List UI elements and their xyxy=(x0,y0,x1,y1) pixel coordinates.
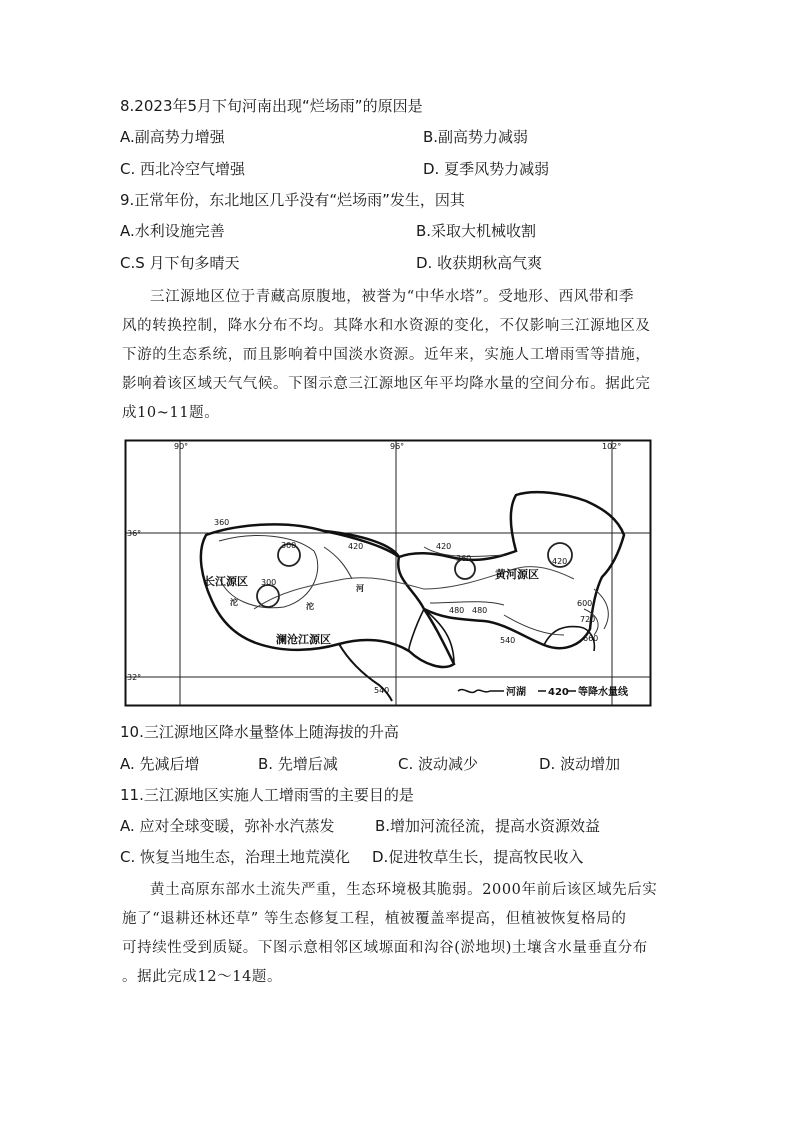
label-360: 360 xyxy=(214,518,230,527)
q11-option-a: A. 应对全球变暖，弥补水汽蒸发 xyxy=(120,817,335,835)
q8-option-a: A.副高势力增强 xyxy=(120,128,225,146)
q10-option-a: A. 先减后增 xyxy=(120,755,200,773)
label-360-b: 360 xyxy=(456,554,472,563)
label-yellow-source: 黄河源区 xyxy=(495,568,539,581)
q9-option-d: D. 收获期秋高气爽 xyxy=(416,254,543,272)
q9-option-c: C.S 月下旬多晴天 xyxy=(120,254,240,272)
q11-option-b: B.增加河流径流，提高水资源效益 xyxy=(375,817,601,835)
q10-stem: 10.三江源地区降水量整体上随海拔的升高 xyxy=(120,723,399,741)
passage1-line: 影响着该区域天气气候。下图示意三江源地区年平均降水量的空间分布。据此完 xyxy=(122,376,651,392)
passage1-line: 下游的生态系统，而且影响着中国淡水资源。近年来，实施人工增雨雪等措施， xyxy=(122,347,651,363)
precipitation-map xyxy=(124,439,652,707)
q9-stem: 9.正常年份，东北地区几乎没有“烂场雨”发生，因其 xyxy=(120,191,465,209)
map-frame xyxy=(126,441,651,706)
label-lat-36: 36° xyxy=(127,529,142,538)
passage2-line: 可持续性受到质疑。下图示意相邻区域塬面和沟谷(淤地坝)土壤含水量垂直分布 xyxy=(122,940,648,956)
label-720: 720 xyxy=(580,615,596,624)
label-river-tuo: 沱 xyxy=(230,598,238,607)
legend-isoline-label: 等降水量线 xyxy=(578,687,628,698)
label-yangtze-source: 长江源区 xyxy=(204,575,248,588)
passage1-line: 三江源地区位于青藏高原腹地，被誉为“中华水塔”。受地形、西风带和季 xyxy=(150,289,635,305)
label-lat-32: 32° xyxy=(127,673,142,682)
passage-sanjiangyuan xyxy=(122,283,670,428)
label-300-a: 300 xyxy=(281,541,297,550)
passage-loess-plateau xyxy=(122,876,670,992)
q11-option-c: C. 恢复当地生态，治理土地荒漠化 xyxy=(120,848,351,866)
q11-option-d: D.促进牧草生长，提高牧民收入 xyxy=(372,848,584,866)
q8-option-c: C. 西北冷空气增强 xyxy=(120,160,246,178)
label-lon-96: 96° xyxy=(390,442,405,451)
label-420-b: 420 xyxy=(436,542,452,551)
passage2-line: 黄土高原东部水土流失严重，生态环境极其脆弱。2000年前后该区域先后实 xyxy=(150,882,658,898)
label-540-a: 540 xyxy=(500,636,516,645)
q8-option-d: D. 夏季风势力减弱 xyxy=(423,160,550,178)
label-lon-90: 90° xyxy=(174,442,189,451)
label-540-b: 540 xyxy=(374,686,390,695)
label-480-b: 480 xyxy=(472,606,488,615)
label-lon-102: 102° xyxy=(602,442,622,451)
q10-option-c: C. 波动减少 xyxy=(398,755,479,773)
q9-option-a: A.水利设施完善 xyxy=(120,222,225,240)
label-420-a: 420 xyxy=(348,542,364,551)
legend-river-label: 河湖 xyxy=(506,687,526,698)
q10-option-d: D. 波动增加 xyxy=(539,755,621,773)
legend-isoline-value: 420 xyxy=(548,687,569,698)
label-river-tuo2: 沱 xyxy=(306,602,314,611)
passage2-line: 。据此完成12～14题。 xyxy=(122,969,283,985)
q9-option-b: B.采取大机械收割 xyxy=(416,222,537,240)
q11-stem: 11.三江源地区实施人工增雨雪的主要目的是 xyxy=(120,786,414,804)
label-300-b: 300 xyxy=(261,578,277,587)
q8-option-b: B.副高势力减弱 xyxy=(423,128,529,146)
label-lancang-source: 澜沧江源区 xyxy=(276,633,331,646)
label-480-a: 480 xyxy=(449,606,465,615)
label-600: 600 xyxy=(577,599,593,608)
passage1-line: 风的转换控制，降水分布不均。其降水和水资源的变化，不仅影响三江源地区及 xyxy=(122,318,651,334)
label-420-c: 420 xyxy=(552,557,568,566)
q8-stem: 8.2023年5月下旬河南出现“烂场雨”的原因是 xyxy=(120,97,423,115)
q10-option-b: B. 先增后减 xyxy=(258,755,338,773)
label-river-he: 河 xyxy=(356,584,364,593)
passage2-line: 施了“退耕还林还草” 等生态修复工程，植被覆盖率提高，但植被恢复格局的 xyxy=(122,911,627,927)
label-660: 660 xyxy=(583,634,599,643)
passage1-line: 成10~11题。 xyxy=(122,405,220,421)
